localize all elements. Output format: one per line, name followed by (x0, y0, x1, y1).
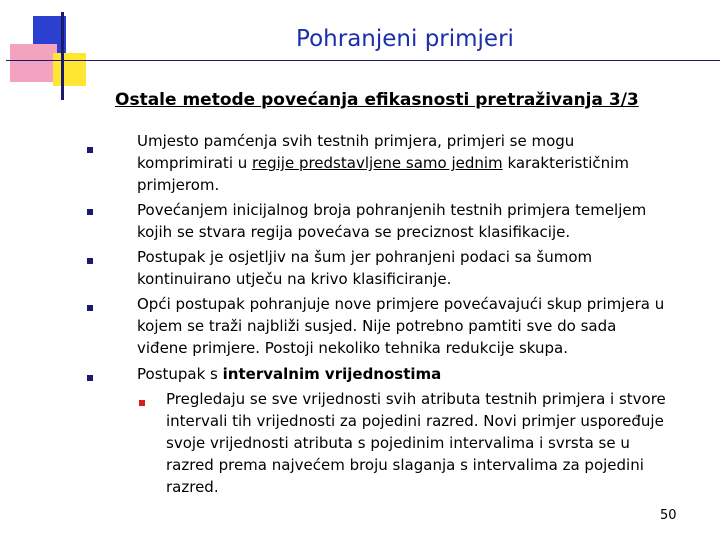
page-number: 50 (660, 508, 677, 523)
bullet-line: viđene primjere. Postoji nekoliko tehnika redukcije skupa. (137, 339, 568, 357)
bullet-line: kontinuirano utječu na krivo klasificiranje. (137, 270, 452, 288)
bullet-marker-icon (87, 305, 93, 311)
slide-subtitle: Ostale metode povećanja efikasnosti pretraživanja 3/3 (115, 90, 639, 110)
bullet-marker-icon (87, 258, 93, 264)
slide-title: Pohranjeni primjeri (296, 26, 514, 52)
bullet-marker-icon (87, 209, 93, 215)
bullet-line: Povećanjem inicijalnog broja pohranjenih testnih primjera temeljem (137, 201, 647, 219)
bullet-line: kojem se traži najbliži susjed. Nije potrebno pamtiti sve do sada (137, 317, 617, 335)
bullet-line: kojih se stvara regija povećava se preciznost klasifikacije. (137, 223, 571, 241)
sub-bullet-marker-icon (139, 400, 145, 406)
bullet-text: karakterističnim (502, 154, 629, 172)
bullet-line: Umjesto pamćenja svih testnih primjera, primjeri se mogu (137, 132, 575, 150)
bullet-marker-icon (87, 147, 93, 153)
bullet-text: Postupak s (137, 365, 223, 383)
sub-bullet-line: Pregledaju se sve vrijednosti svih atributa testnih primjera i stvore (166, 390, 666, 408)
bullet-text: komprimirati u (137, 154, 253, 172)
bullet-underlined-text: regije predstavljene samo jednim (252, 154, 503, 172)
sub-bullet-line: razred prema najvećem broju slaganja s intervalima za pojedini (166, 456, 644, 474)
bullet-line: Opći postupak pohranjuje nove primjere povećavajući skup primjera u (137, 295, 665, 313)
sub-bullet-line: svoje vrijednosti atributa s pojedinim intervalima i svrsta se u (166, 434, 630, 452)
bullet-line (137, 153, 629, 174)
bullet-marker-icon (87, 375, 93, 381)
sub-bullet-line: intervali tih vrijednosti za pojedini razred. Novi primjer uspoređuje (166, 412, 664, 430)
bullet-line (137, 364, 441, 385)
sub-bullet-line: razred. (166, 478, 219, 496)
bullet-line: Postupak je osjetljiv na šum jer pohranjeni podaci sa šumom (137, 248, 593, 266)
bullet-bold-text: intervalnim vrijednostima (222, 365, 442, 383)
bullet-line: primjerom. (137, 176, 220, 194)
